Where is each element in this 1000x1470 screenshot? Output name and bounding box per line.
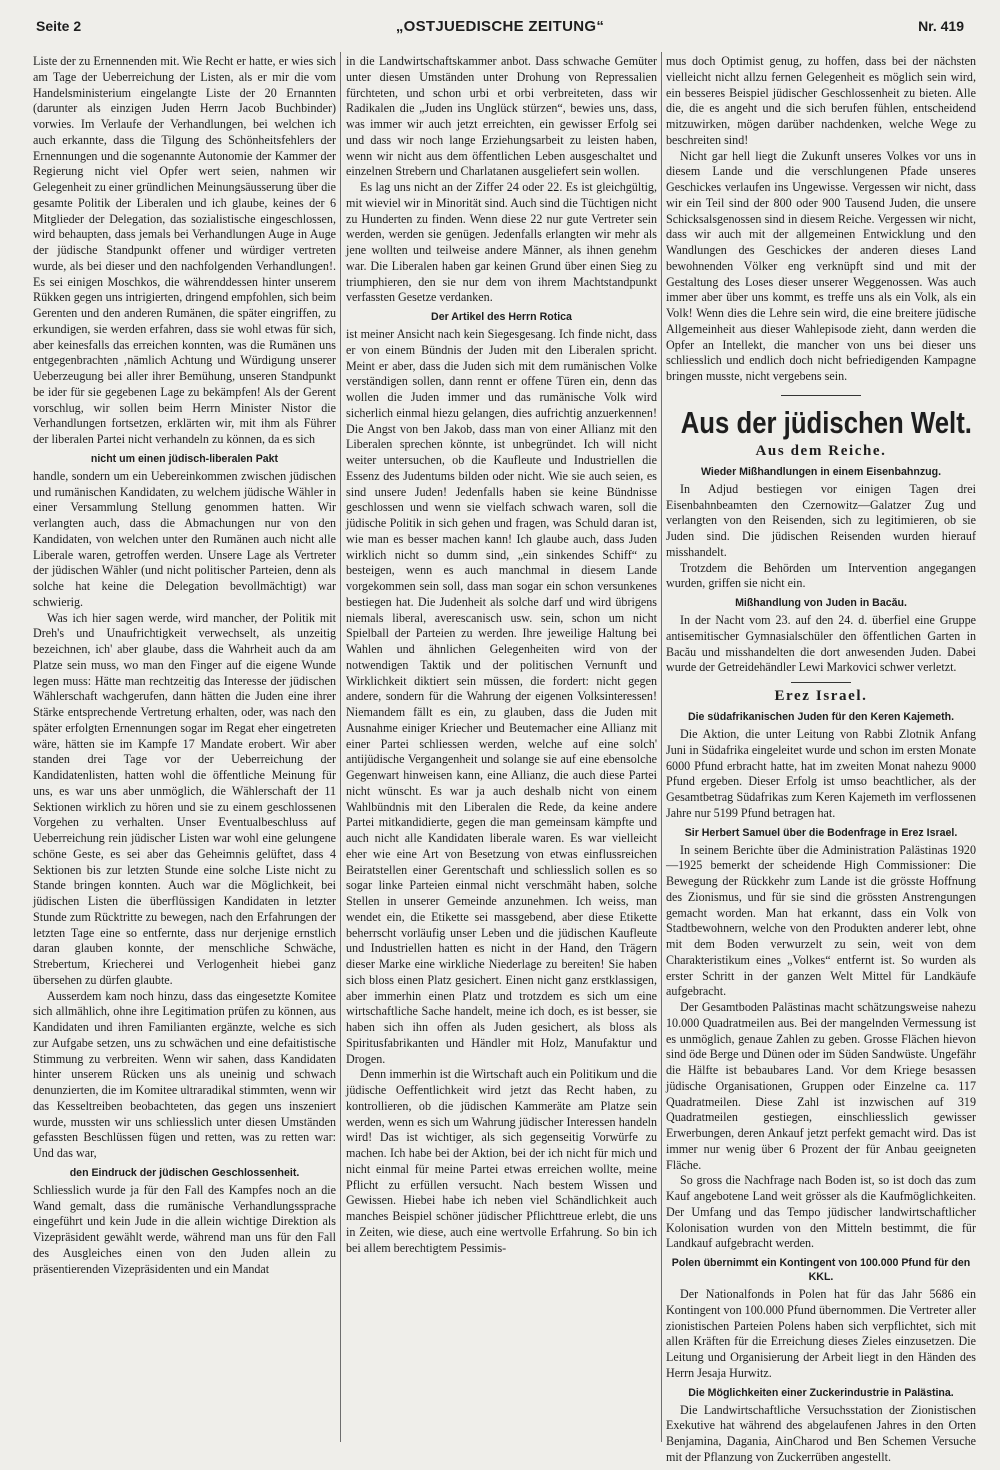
section-divider [781,395,861,396]
erez-heading: Erez Israel. [774,688,868,704]
section-divider [791,682,851,683]
column-3 [666,54,976,1464]
column-divider [661,52,662,1442]
news-paragraph: Der Gesamtboden Palästinas macht schätzungsweise nahezu 10.000 Quadratmeilen aus. Bei der mangelnden Vermessung ist es unmöglich, genaue Zahlen zu geben. Grosse Flächen hievon sind öde Berge und Dünen oder im Süden Sandwüste. Ungefähr die Hälfte ist bebaubares Land. Vor dem Kriege besassen jüdische Organisationen, Gruppen oder Einzelne ca. 117 Quadratmeilen. Diese Zahl ist inzwischen auf 319 Quadratmeilen gestiegen, einschliesslich gewisser Erwerbungen, deren Ankauf jetzt perfekt gemacht wird. Das ist immer nur wenig über 6 Prozent der für Anbau geeigneten Fläche. [666,1000,976,1172]
article-paragraph: Ausserdem kam noch hinzu, dass das eingesetzte Komitee sich allmählich, ohne ihre Legitimation prüfen zu können, aus Kandidaten und ihren Familianten ergänzte, welche es sich zur Aufgabe setzen, uns zu schwächen und eine defaitistische Stimmung zu verbreiten. Wenn wir sahen, dass Kandidaten hinter unserem Rücken uns als uneinig und schwach denunzierten, die im Komitee ultraradikal stimmten, wenn wir das Kesseltreiben beobachteten, das gegen uns inszeniert wurde, mussten wir uns schliesslich unter diesen Umständen gefassten Beschlüssen fügen und retten, was zu retten war: Und das war, [33,988,336,1160]
news-paragraph: Der Nationalfonds in Polen hat für das Jahr 5686 ein Kontingent von 100.000 Pfund übernommen. Die Vertreter aller zionistischen Parteien Polens haben sich verpflichtet, sich mit allen Kräften für die Erreichung dieses Zieles einzusetzen. Die Leitung und Organisierung der Arbeit liegt in den Händen des Herrn Jesaja Hurwitz. [666,1287,976,1380]
news-paragraph: Die Aktion, die unter Leitung von Rabbi Zlotnik Anfang Juni in Südafrika eingeleitet wurde und schon im ersten Monate 6000 Pfund erbracht hatte, hat im zweiten Monat nahezu 9000 Pfund ergeben. Dieser Erfolg ist umso beachtlicher, als der Gesamtbetrag Südafrikas zum Keren Kajemeth im verflossenen Jahre nur 5199 Pfund betragen hat. [666,727,976,820]
section-heading: Aus der jüdischen Welt. [680,404,972,440]
news-headline: Die südafrikanischen Juden für den Keren Kajemeth. [687,711,955,723]
article-paragraph: Was ich hier sagen werde, wird mancher, der Politik mit Dreh's und Unaufrichtigkeit verwechselt, als unzeitig bezeichnen, ich' aber glaube, dass die Wahrheit auch da am Platze sein muss, wo man den Finger auf die eigene Wunde legen muss: Hätte man rechtzeitig das Interesse der jüdischen Wählerschaft wachgerufen, dann hätten die Juden eine ihrer Stärke entsprechende Vertretung erhalten, oder, was nach den später erfolgten Ernennungen sogar im Regat eher eingetreten wäre, hätten sie im Kampfe 17 Mandate erobert. Wir aber standen drei Tage vor der Ueberreichung der Kandidatenlisten, hatten wohl die öffentliche Meinung für uns, es war uns aber unmöglich, die Wählerschaft der 11 Sektionen wirklich zu hören und sie zu einem geschlossenen Vorgehen zu verhalten. Unser Eventualbeschluss auf Ueberreichung rein jüdischer Listen war wohl eine gelungene schöne Geste, es sei aber das Geheimnis gelüftet, dass 4 Sektionen bis zur letzten Stunde eine solche Liste nicht zu Stande bringen konnten. Auch war die Möglichkeit, bei jüdischen Listen die überflüssigen Kandidaten in letzter Stunde zum Rücktritte zu bewegen, nach den Erfahrungen der letzten Tage eine so entfernte, dass nur derjenige ernstlich daran glauben konnte, der menschliche Schwäche, Strebertum, Kriecherei und Verlogenheit hiebei ganz übersehen zu dürfen glaubte. [33,610,336,987]
inline-subhead: Der Artikel des Herrn Rotica [431,311,572,323]
news-headline: Die Möglichkeiten einer Zuckerindustrie in Palästina. [688,1386,954,1399]
article-paragraph: in die Landwirtschaftskammer anbot. Dass schwache Gemüter unter diesen Umständen unter Drohung von Repressalien fürchteten, und schon urbi et orbi verbreiteten, dass wir Radikalen die „Juden ins Unglück stürzen“, bewies uns, dass, was immer wir auch jetzt erreichten, ein gewisser Erfolg sei und dass wir noch lange Erziehungsarbeit zu leisten haben, wenn wir nicht aus dem öffentlichen Leben ausgeschaltet und einzelnen Strebern und Charlatanen ausgeliefert sein wollen. [346,54,657,179]
news-paragraph: Die Landwirtschaftliche Versuchsstation der Zionistischen Exekutive hat während des abgelaufenen Jahres in den Orten Benjamina, Dagania, AinCharod und Ben Schemen Versuche mit der Pflanzung von Zuckerrüben angestellt. [666,1402,976,1464]
news-paragraph: In Adjud bestiegen vor einigen Tagen drei Eisenbahnbeamten den Czernowitz—Galatzer Zug und verlangten von den Reisenden, sich zu legitimieren, ob sie Juden sind. Die jüdischen Reisenden wurden hierauf misshandelt. [666,481,976,559]
article-paragraph: mus doch Optimist genug, zu hoffen, dass bei der nächsten vielleicht nicht allzu fernen Gelegenheit es möglich sein wird, ein besseres Beispiel jüdischer Geschlossenheit zu bieten. Alle die, die es angeht und die sich berufen fühlen, entscheidend mitzuwirken, mögen darüber nachdenken, welche Wege zu beschreiten sind! [666,54,976,147]
article-paragraph: handle, sondern um ein Uebereinkommen zwischen jüdischen und rumänischen Kandidaten, zu welchem jüdische Wähler in einer Versammlung Stellung genommen hatten. Wir verlangten auch, dass die Abmachungen nur von den Kandidaten, von welchen unter den Rumänen auch nicht alle Liberale waren, getroffen werden. Unsere Lage als Vertreter der jüdischen Wähler (und nicht politischer Parteien, denn als solche hat keine die Delegation bevollmächtigt) war schwierig. [33,468,336,609]
article-paragraph: Schliesslich wurde ja für den Fall des Kampfes noch an die Wand gemalt, dass die rumänische Verhandlungssprache eingeführt und kein Jude in die allein wichtige Direktion als Vizepräsident gewählt werde, während man uns für den Fall des Ausgleiches einen von den Juden allein zu präsentierenden Vizepräsidenten und ein Mandat [33,1182,336,1276]
article-paragraph: Denn immerhin ist die Wirtschaft auch ein Politikum und die jüdische Oeffentlichkeit wird jetzt das Recht haben, zu kontrollieren, ob die jüdischen Kammeräte am Platze sein werden, wenn es sich um Wahrung jüdischer Interessen handeln wird! Das ist wichtiger, als sich gegenseitig Vorwürfe zu machen. Ich habe bei der Aktion, bei der ich nicht für mich und nicht einmal für meine Partei etwas erreichen wollte, meine Pflicht zu erfüllen versucht. Nach bestem Wissen und Gewissen. Hiebei habe ich neben viel Schändlichkeit auch manches Beispiel schöner jüdischer Pflichttreue erlebt, die uns in Zeiten, wie diese, auch eine wertvolle Erfahrung. So bin ich bei allem berechtigtem Pessimis- [346,1067,657,1255]
article-paragraph: Liste der zu Ernennenden mit. Wie Recht er hatte, er wies sich am Tage der Ueberreichung der Listen, als er mir die vom Handelsministerium eingelangte Liste der 20 Ernannten (darunter als einzigen Juden Herrn Jacob Buchbinder) vorwies. Im Verlaufe der Verhandlungen, bei welchen ich auch erkannte, dass die Tilgung des Schönheitsfehlers der Ernennungen und die sogenannte Autonomie der Kammer der Regierung nicht viel Opfer wert seien, nahmen wir Gelegenheit zu einer gründlichen Meinungsäusserung über die gesamte Politik der Liberalen und ich glaube, keines der 6 Mitglieder der Delegation, das sozialistische eingeschlossen, wird behaupten, dass jemals bei Verhandlungen Auge in Auge der jüdische Standpunkt offener und würdiger vertreten wurde, als bei dieser und den nachfolgenden Verhandlungen!. Es sei einigen Moschkos, die währenddessen hinter unserem Rükken gegen uns intrigierten, dringend empfohlen, sich beim Gerenten und den anderen Rumänen, die später eingriffen, zu erkundigen, sie werden erfahren, dass sie wohl etwas für sich, aber keinesfalls das erreichen konnten, was die Rumänen uns entgegenbrachten ‚nämlich Achtung und Würdigung unserer Ueberzeugung bei aller ihrer Bemühung, unseren Standpunkt be ider für sie gegebenen Lage zu bekämpfen! Als der Gerent vorschlug, wir sollen beim Herrn Minister Nistor die Verhandlungen fortsetzen, erklärten wir, mit ihm als Führer der liberalen Partei nicht verhandeln zu können, da es sich [33,54,336,446]
column-divider [340,52,341,1442]
inline-subhead: nicht um einen jüdisch-liberalen Pakt [90,452,279,465]
news-paragraph: In seinem Berichte über die Administration Palästinas 1920—1925 bemerkt der scheidende High Commissioner: Die Bewegung der Rückkehr zum Lande ist die grösste Hoffnung des Zionismus, und für sie sind die grössten Anstrengungen gemacht worden. Man hat erkannt, dass ein Volk von Stadtbewohnern, welche von den Produkten anderer lebt, ohne mit dem Boden verwurzelt zu sein, weit von dem Charakteristikum eines „Volkes“ entfernt ist. So wurden als erster Schritt in der ganzen Welt Mittel für Landkäufe aufgebracht. [666,842,976,999]
news-headline: Wieder Mißhandlungen in einem Eisenbahnzug. [700,465,942,478]
news-paragraph: Trotzdem die Behörden um Intervention angegangen wurden, griffen sie nicht ein. [666,560,976,591]
article-paragraph: Es lag uns nicht an der Ziffer 24 oder 22. Es ist gleichgültig, mit wieviel wir in Minorität sind. Auch sind die Tüchtigen nicht zu Hunderten zu finden. Wenn diese 22 nur gute Vertreter sein werden, werden sie genügen. Jedenfalls erlangten wir mehr als jene wollten und teilweise andere Männer, als ihnen genehm war. Die Liberalen haben gar keinen Grund über einen Sieg zu triumphieren, den sie nur dem von ihrem Machtstandpunkt verfassten Gesetze verdanken. [346,180,657,305]
column-1 [33,54,336,1444]
news-paragraph: In der Nacht vom 23. auf den 24. d. überfiel eine Gruppe antisemitischer Gymnasialschüler den öffentlichen Garten in Bacău und misshandelten die dort anwesenden Juden. Dabei wurde der Getreidehändler Lewi Markovici schwer verletzt. [666,613,976,675]
article-paragraph: Nicht gar hell liegt die Zukunft unseres Volkes vor uns in diesem Lande und die verschlungenen Pfade unseres Geschickes verlaufen ins Ungewisse. Vergessen wir nicht, dass wir ein Teil sind der 800 oder 900 Tausend Juden, die unsere Schicksalsgenossen sind in diesem Reiche. Vergessen wir nicht, dass wir auch mit der allgemeinen Entwicklung und den Wandlungen des Geschickes der anderen dieses Land bewohnenden Völker eng verknüpft sind und mit der Gestaltung des Loses dieser unserer Weggenossen. Was auch immer aber über uns kommt, es treffe uns als ein Volk, als ein Volk! Wenn dies die Lehre sein wird, die eine breitere jüdische Allgemeinheit aus dieser Wahlepisode zieht, dann werden die Opfer an Intellekt, die mancher von uns bei dieser uns schliesslich und endlich doch nicht befriedigenden Kampagne bringen musste, nicht vergebens sein. [666,148,976,383]
page-header [36,18,964,38]
newspaper-title: „OSTJUEDISCHE ZEITUNG“ [395,18,605,35]
column-2 [346,54,657,1444]
inline-subhead: den Eindruck der jüdischen Geschlossenheit. [69,1166,300,1179]
news-headline: Sir Herbert Samuel über die Bodenfrage in Erez Israel. [684,826,958,839]
page-number: Seite 2 [36,18,82,34]
article-paragraph: ist meiner Ansicht nach kein Siegesgesang. Ich finde nicht, dass er von einem Bündnis der Juden mit den Liberalen spricht. Meint er aber, dass die Juden sich mit dem rumänischen Volke verständigen sollen, dann rennt er offene Türen ein, denn das wollen die Juden immer und das rumänische Volk wird sicherlich einmal hiezu gelangen, dies aufrichtig anzuerkennen! Die Angst von ben Jakob, dass man von einer Allianz mit den Liberalen sprechen könnte, ist unbegründet. Ich will nicht weiter untersuchen, ob die Kaufleute und Industriellen die Essenz des Judentums bilden oder nicht. Wie sie auch seien, es sind unsere Juden! Jedenfalls haben sie keine Bündnisse geschlossen und wenn sie vielfach schwach waren, soll die jüdische Politik in sich gehen und fragen, was Schuld daran ist, wie man es besser machen kann! Ich glaube auch, dass Juden wirklich nicht so dumm sind, „ein sinkendes Schiff“ zu besteigen, wenn es auch manchmal in diesem Lande vorgekommen sein soll, dass man sogar ein schon versunkenes bestiegen hat. Die Judenheit als solche darf und wird übrigens niemals liberal, averescanisch usw. sein, schon um nicht Spielball der Parteien zu werden. Ihre jeweilige Haltung bei Wahlen und ähnlichen Gelegenheiten wird von der notwendigen Taktik und der politischen Vernunft und Wirklichkeit diktiert sein müssen, die fordert: nicht gegen andere, sondern für die Wahrung der eigenen Volksinteressen! Niemandem fällt es ein, zu glauben, dass die Juden mit Ausnahme einiger Kriecher und Beutemacher eine Allianz mit einer Partei schliessen werden, welche auf eine solch' antijüdische Vergangenheit und solange sie auf eine ebensolche Gegenwart hinweisen kann, eine Allianz, die auch diese Partei nicht wünscht. Es war ja auch deshalb nicht von einem Wahlbündnis mit den Liberalen die Rede, da keine andere Partei mitkandidierte, gegen die man gemeinsam kämpfte und auch nicht alle Kandidaten liberale waren. Es war vielleicht eher wie eine Art von Besetzung von etwas einflussreichen Beiratstellen einer Gerentschaft und schliesslich sollen es so sogar linke Parteien einmal nicht verschmäht haben, solche Stellen in unserer Gemeinde anzunehmen. Ich weiss, man wendet ein, die Etikette sei massgebend, aber diese Etikette beherrscht vorläufig unser Leben und die jüdischen Kaufleute und Industriellen hatten es nicht in der Hand, den Trägern dieser Marke eine wirkliche Niederlage zu bereiten! Sie haben sich bloss einen Platz gesichert. Einen nicht ganz erstklassigen, aber immerhin einen Platz und trotzdem es sich um eine wirtschaftliche Sache handelt, meine ich doch, es ist besser, sie haben sich ihn offen als Juden gesichert, als bloss als Spiritusfabrikanten und Händler mit Holz, Manufaktur und Drogen. [346,327,657,1066]
news-headline: Polen übernimmt ein Kontingent von 100.000 Pfund für den KKL. [671,1257,971,1283]
news-paragraph: So gross die Nachfrage nach Boden ist, so ist doch das zum Kauf angebotene Land weit grösser als die Kaufmöglichkeiten. Der Umfang und das Tempo jüdischer landwirtschaftlicher Kolonisation wurden von den Mitteln bestimmt, die für Landkauf aufgebracht werden. [666,1173,976,1251]
issue-number: Nr. 419 [918,18,964,34]
section-subheading: Aus dem Reiche. [755,442,887,459]
news-headline: Mißhandlung von Juden in Bacău. [735,597,907,609]
